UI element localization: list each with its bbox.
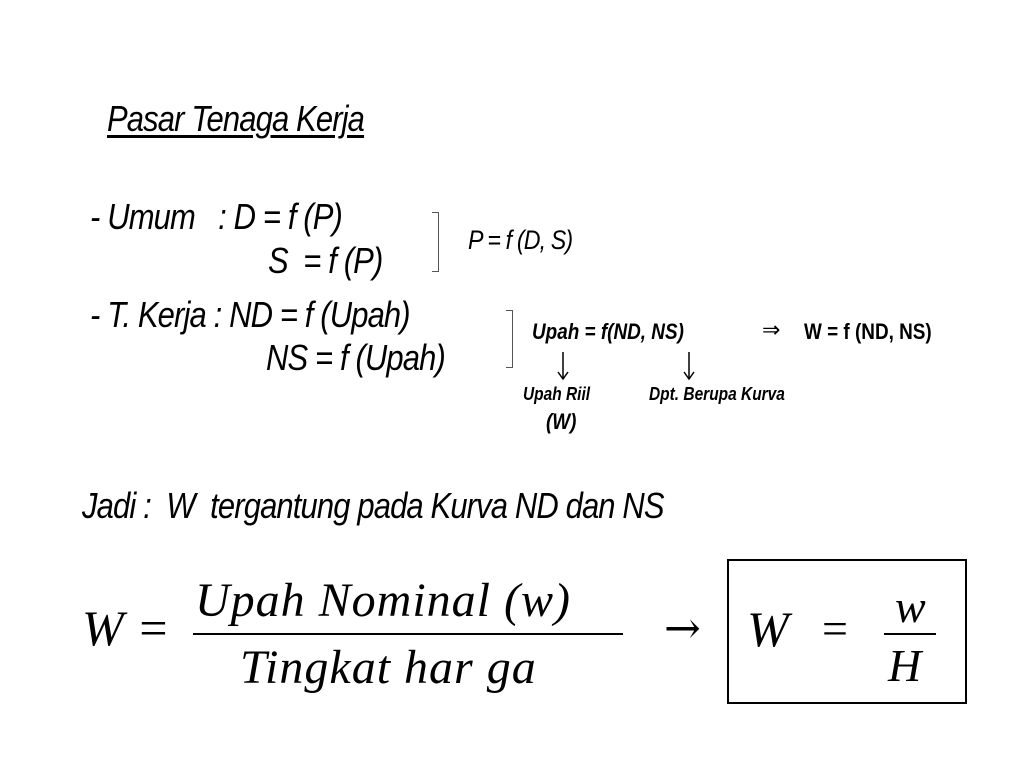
curve-note: Dpt. Berupa Kurva [649, 384, 785, 404]
tkerja-bracket [506, 310, 513, 368]
tkerja-supply-equation: NS = f (Upah) [266, 337, 445, 378]
result-lhs: W [747, 601, 789, 657]
real-wage-symbol: (W) [546, 409, 577, 434]
real-wage-note: Upah Riil [523, 384, 591, 404]
real-wage-function: W = f (ND, NS) [804, 319, 932, 344]
umum-bracket [432, 212, 439, 272]
result-equals: = [822, 603, 848, 654]
tkerja-demand-equation: - T. Kerja : ND = f (Upah) [90, 294, 410, 335]
formula-fraction-line [193, 633, 623, 635]
umum-price-function: P = f (D, S) [468, 225, 573, 255]
umum-demand-equation: - Umum : D = f (P) [90, 196, 342, 237]
formula-numerator: Upah Nominal (w) [195, 574, 571, 627]
formula-lhs: W = [82, 600, 170, 656]
conclusion-text: Jadi : W tergantung pada Kurva ND dan NS [82, 485, 664, 526]
result-numerator: w [895, 581, 926, 632]
wage-function: Upah = f(ND, NS) [532, 319, 684, 344]
implies-symbol: ⇒ [762, 318, 781, 343]
result-denominator: H [888, 640, 922, 691]
result-fraction-line [884, 633, 936, 635]
right-arrow-icon: → [664, 603, 701, 654]
down-arrow-icon [682, 352, 696, 382]
umum-supply-equation: S = f (P) [268, 240, 383, 281]
formula-denominator: Tingkat har ga [240, 641, 537, 694]
down-arrow-icon [556, 352, 570, 382]
page-title: Pasar Tenaga Kerja [107, 98, 365, 139]
